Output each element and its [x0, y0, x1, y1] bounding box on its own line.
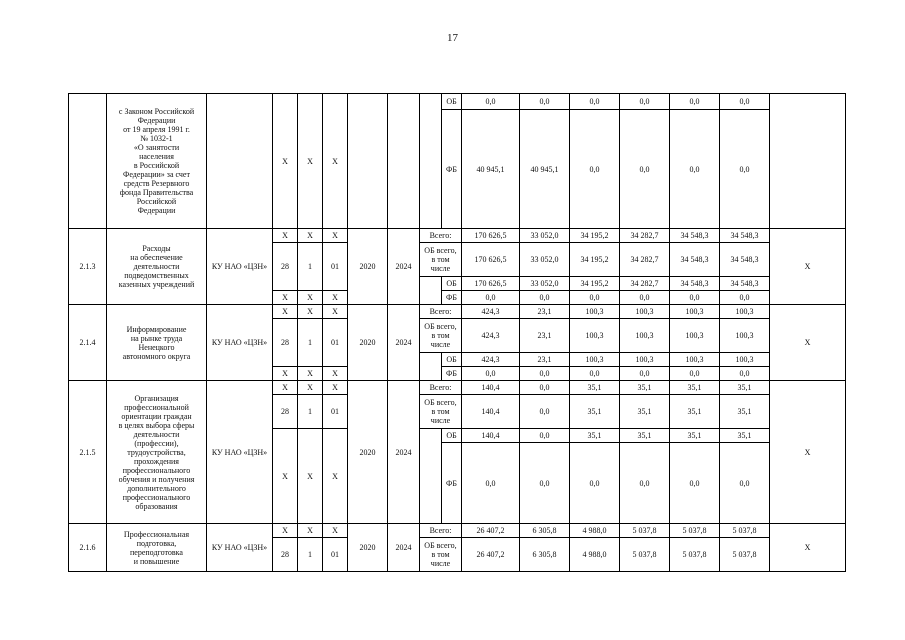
value-cell: 0,0 [720, 367, 770, 381]
code-cell: Х [273, 229, 298, 243]
value-cell: 100,3 [720, 319, 770, 353]
code-cell: 1 [298, 243, 323, 291]
value-cell: 35,1 [620, 395, 670, 429]
value-cell: 35,1 [570, 381, 620, 395]
value-cell: 35,1 [720, 395, 770, 429]
value-cell: 0,0 [670, 367, 720, 381]
total-label: Всего: [420, 305, 462, 319]
item-number: 2.1.4 [69, 305, 107, 381]
value-cell: 100,3 [670, 305, 720, 319]
value-cell: 34 548,3 [720, 277, 770, 291]
value-cell: 0,0 [620, 110, 670, 229]
including-label: ОБ всего, в том числе [420, 243, 462, 277]
value-cell: 5 037,8 [670, 524, 720, 538]
value-cell: 33 052,0 [520, 229, 570, 243]
value-cell: 0,0 [620, 443, 670, 524]
value-cell: 0,0 [620, 291, 670, 305]
including-label: ОБ всего, в том числе [420, 319, 462, 353]
year-end-cell: 2024 [388, 305, 420, 381]
value-cell: 34 195,2 [570, 229, 620, 243]
value-cell: 0,0 [462, 443, 520, 524]
code-cell: Х [298, 305, 323, 319]
value-cell: 34 548,3 [670, 243, 720, 277]
value-cell: 0,0 [670, 110, 720, 229]
source-label: ФБ [442, 110, 462, 229]
program-table [68, 93, 846, 572]
value-cell: 34 548,3 [670, 277, 720, 291]
code-cell: Х [298, 367, 323, 381]
code-cell: Х [298, 291, 323, 305]
value-cell: 0,0 [520, 381, 570, 395]
code-cell: Х [298, 381, 323, 395]
value-cell: 5 037,8 [720, 524, 770, 538]
value-cell: 34 195,2 [570, 243, 620, 277]
page-number: 17 [447, 32, 458, 44]
year-start-cell: 2020 [348, 381, 388, 524]
code-cell: Х [298, 429, 323, 524]
source-label: ФБ [442, 291, 462, 305]
code-cell: Х [298, 94, 323, 229]
item-description: Информирование на рынке труда Ненецкого автономного округа [107, 305, 207, 381]
value-cell: 26 407,2 [462, 524, 520, 538]
code-cell: Х [323, 381, 348, 395]
code-cell: 1 [298, 538, 323, 572]
value-cell: 34 282,7 [620, 277, 670, 291]
value-cell: 0,0 [670, 291, 720, 305]
code-cell: 1 [298, 395, 323, 429]
value-cell: 100,3 [570, 305, 620, 319]
code-cell: Х [298, 524, 323, 538]
value-cell: 424,3 [462, 305, 520, 319]
indent-cell [420, 277, 442, 305]
value-cell: 0,0 [570, 443, 620, 524]
value-cell: 424,3 [462, 353, 520, 367]
code-cell: 28 [273, 538, 298, 572]
code-cell: 28 [273, 319, 298, 367]
code-cell: Х [323, 367, 348, 381]
value-cell: 23,1 [520, 353, 570, 367]
item-number: 2.1.6 [69, 524, 107, 572]
value-cell: 424,3 [462, 319, 520, 353]
source-label: ОБ [442, 353, 462, 367]
year-end-cell: 2024 [388, 381, 420, 524]
value-cell: 34 282,7 [620, 243, 670, 277]
year-start-cell: 2020 [348, 524, 388, 572]
source-label: ФБ [442, 367, 462, 381]
code-cell: Х [323, 94, 348, 229]
year-end-cell [388, 94, 420, 229]
value-cell: 33 052,0 [520, 243, 570, 277]
value-cell: 140,4 [462, 429, 520, 443]
source-label: ОБ [442, 277, 462, 291]
code-cell: 01 [323, 538, 348, 572]
table-row [69, 381, 846, 395]
value-cell: 34 195,2 [570, 277, 620, 291]
item-description: Расходы на обеспечение деятельности подведомственных казенных учреждений [107, 229, 207, 305]
mark-cell: Х [770, 524, 846, 572]
mark-cell: Х [770, 305, 846, 381]
year-start-cell: 2020 [348, 229, 388, 305]
value-cell: 0,0 [520, 367, 570, 381]
value-cell: 0,0 [570, 94, 620, 110]
value-cell: 34 282,7 [620, 229, 670, 243]
code-cell: Х [323, 291, 348, 305]
value-cell: 34 548,3 [720, 243, 770, 277]
value-cell: 6 305,8 [520, 538, 570, 572]
executor-cell: КУ НАО «ЦЗН» [207, 229, 273, 305]
item-description: Организация профессиональной ориентации граждан в целях выбора сферы деятельности (профессии), трудоустройства, прохождения профессионального обучения и получения дополнительного профессионального образования [107, 381, 207, 524]
table-row [69, 524, 846, 538]
value-cell: 0,0 [720, 94, 770, 110]
code-cell: Х [273, 94, 298, 229]
value-cell: 140,4 [462, 395, 520, 429]
item-number: 2.1.3 [69, 229, 107, 305]
code-cell: Х [298, 229, 323, 243]
value-cell: 140,4 [462, 381, 520, 395]
value-cell: 4 988,0 [570, 524, 620, 538]
value-cell: 0,0 [462, 94, 520, 110]
code-cell: Х [273, 367, 298, 381]
value-cell: 100,3 [720, 353, 770, 367]
code-cell: Х [273, 381, 298, 395]
item-description: Профессиональная подготовка, переподготовка и повышение [107, 524, 207, 572]
source-label: ОБ [442, 429, 462, 443]
value-cell: 0,0 [462, 367, 520, 381]
value-cell: 100,3 [670, 353, 720, 367]
source-label: ОБ [442, 94, 462, 110]
code-cell: Х [323, 524, 348, 538]
code-cell: Х [273, 305, 298, 319]
value-cell: 170 626,5 [462, 243, 520, 277]
value-cell: 170 626,5 [462, 277, 520, 291]
value-cell: 100,3 [620, 305, 670, 319]
value-cell: 0,0 [670, 443, 720, 524]
value-cell: 0,0 [720, 291, 770, 305]
total-label: Всего: [420, 229, 462, 243]
year-start-cell [348, 94, 388, 229]
code-cell: Х [323, 305, 348, 319]
value-cell: 100,3 [670, 319, 720, 353]
value-cell: 100,3 [620, 353, 670, 367]
value-cell: 4 988,0 [570, 538, 620, 572]
code-cell: 28 [273, 243, 298, 291]
value-cell: 0,0 [720, 443, 770, 524]
value-cell: 5 037,8 [620, 524, 670, 538]
code-cell: Х [273, 291, 298, 305]
value-cell: 0,0 [462, 291, 520, 305]
item-number-cell [69, 94, 107, 229]
mark-cell: Х [770, 381, 846, 524]
value-cell: 0,0 [520, 94, 570, 110]
code-cell: 01 [323, 243, 348, 291]
mark-cell [770, 94, 846, 229]
value-cell: 0,0 [520, 443, 570, 524]
value-cell: 35,1 [620, 381, 670, 395]
value-cell: 35,1 [620, 429, 670, 443]
value-cell: 0,0 [620, 94, 670, 110]
code-cell: 01 [323, 319, 348, 367]
executor-cell [207, 94, 273, 229]
value-cell: 100,3 [620, 319, 670, 353]
executor-cell: КУ НАО «ЦЗН» [207, 305, 273, 381]
value-cell: 100,3 [570, 353, 620, 367]
indent-cell [420, 94, 442, 229]
value-cell: 100,3 [570, 319, 620, 353]
value-cell: 23,1 [520, 305, 570, 319]
value-cell: 35,1 [670, 381, 720, 395]
value-cell: 35,1 [720, 381, 770, 395]
code-cell: 01 [323, 395, 348, 429]
value-cell: 40 945,1 [520, 110, 570, 229]
executor-cell: КУ НАО «ЦЗН» [207, 381, 273, 524]
value-cell: 0,0 [720, 110, 770, 229]
value-cell: 0,0 [670, 94, 720, 110]
value-cell: 40 945,1 [462, 110, 520, 229]
value-cell: 35,1 [670, 429, 720, 443]
value-cell: 34 548,3 [670, 229, 720, 243]
value-cell: 6 305,8 [520, 524, 570, 538]
value-cell: 33 052,0 [520, 277, 570, 291]
value-cell: 5 037,8 [620, 538, 670, 572]
value-cell: 100,3 [720, 305, 770, 319]
code-cell: Х [323, 229, 348, 243]
value-cell: 0,0 [520, 429, 570, 443]
including-label: ОБ всего, в том числе [420, 538, 462, 572]
value-cell: 170 626,5 [462, 229, 520, 243]
value-cell: 0,0 [570, 291, 620, 305]
code-cell: Х [273, 429, 298, 524]
value-cell: 0,0 [570, 367, 620, 381]
executor-cell: КУ НАО «ЦЗН» [207, 524, 273, 572]
total-label: Всего: [420, 524, 462, 538]
code-cell: Х [273, 524, 298, 538]
value-cell: 0,0 [570, 110, 620, 229]
code-cell: 1 [298, 319, 323, 367]
value-cell: 35,1 [720, 429, 770, 443]
indent-cell [420, 353, 442, 381]
mark-cell: Х [770, 229, 846, 305]
item-description: с Законом Российской Федерации от 19 апреля 1991 г. № 1032-1 «О занятости населения в Российской Федерации» за счет средств Резервного фонда Правительства Российской Федерации [107, 94, 207, 229]
code-cell: 28 [273, 395, 298, 429]
value-cell: 5 037,8 [670, 538, 720, 572]
code-cell: Х [323, 429, 348, 524]
value-cell: 23,1 [520, 319, 570, 353]
value-cell: 35,1 [670, 395, 720, 429]
value-cell: 35,1 [570, 395, 620, 429]
value-cell: 34 548,3 [720, 229, 770, 243]
item-number: 2.1.5 [69, 381, 107, 524]
year-end-cell: 2024 [388, 524, 420, 572]
value-cell: 26 407,2 [462, 538, 520, 572]
including-label: ОБ всего, в том числе [420, 395, 462, 429]
indent-cell [420, 429, 442, 524]
year-end-cell: 2024 [388, 229, 420, 305]
total-label: Всего: [420, 381, 462, 395]
value-cell: 5 037,8 [720, 538, 770, 572]
year-start-cell: 2020 [348, 305, 388, 381]
value-cell: 0,0 [520, 395, 570, 429]
value-cell: 35,1 [570, 429, 620, 443]
table-row [69, 94, 846, 110]
value-cell: 0,0 [620, 367, 670, 381]
source-label: ФБ [442, 443, 462, 524]
value-cell: 0,0 [520, 291, 570, 305]
table-row [69, 229, 846, 243]
table-row [69, 305, 846, 319]
